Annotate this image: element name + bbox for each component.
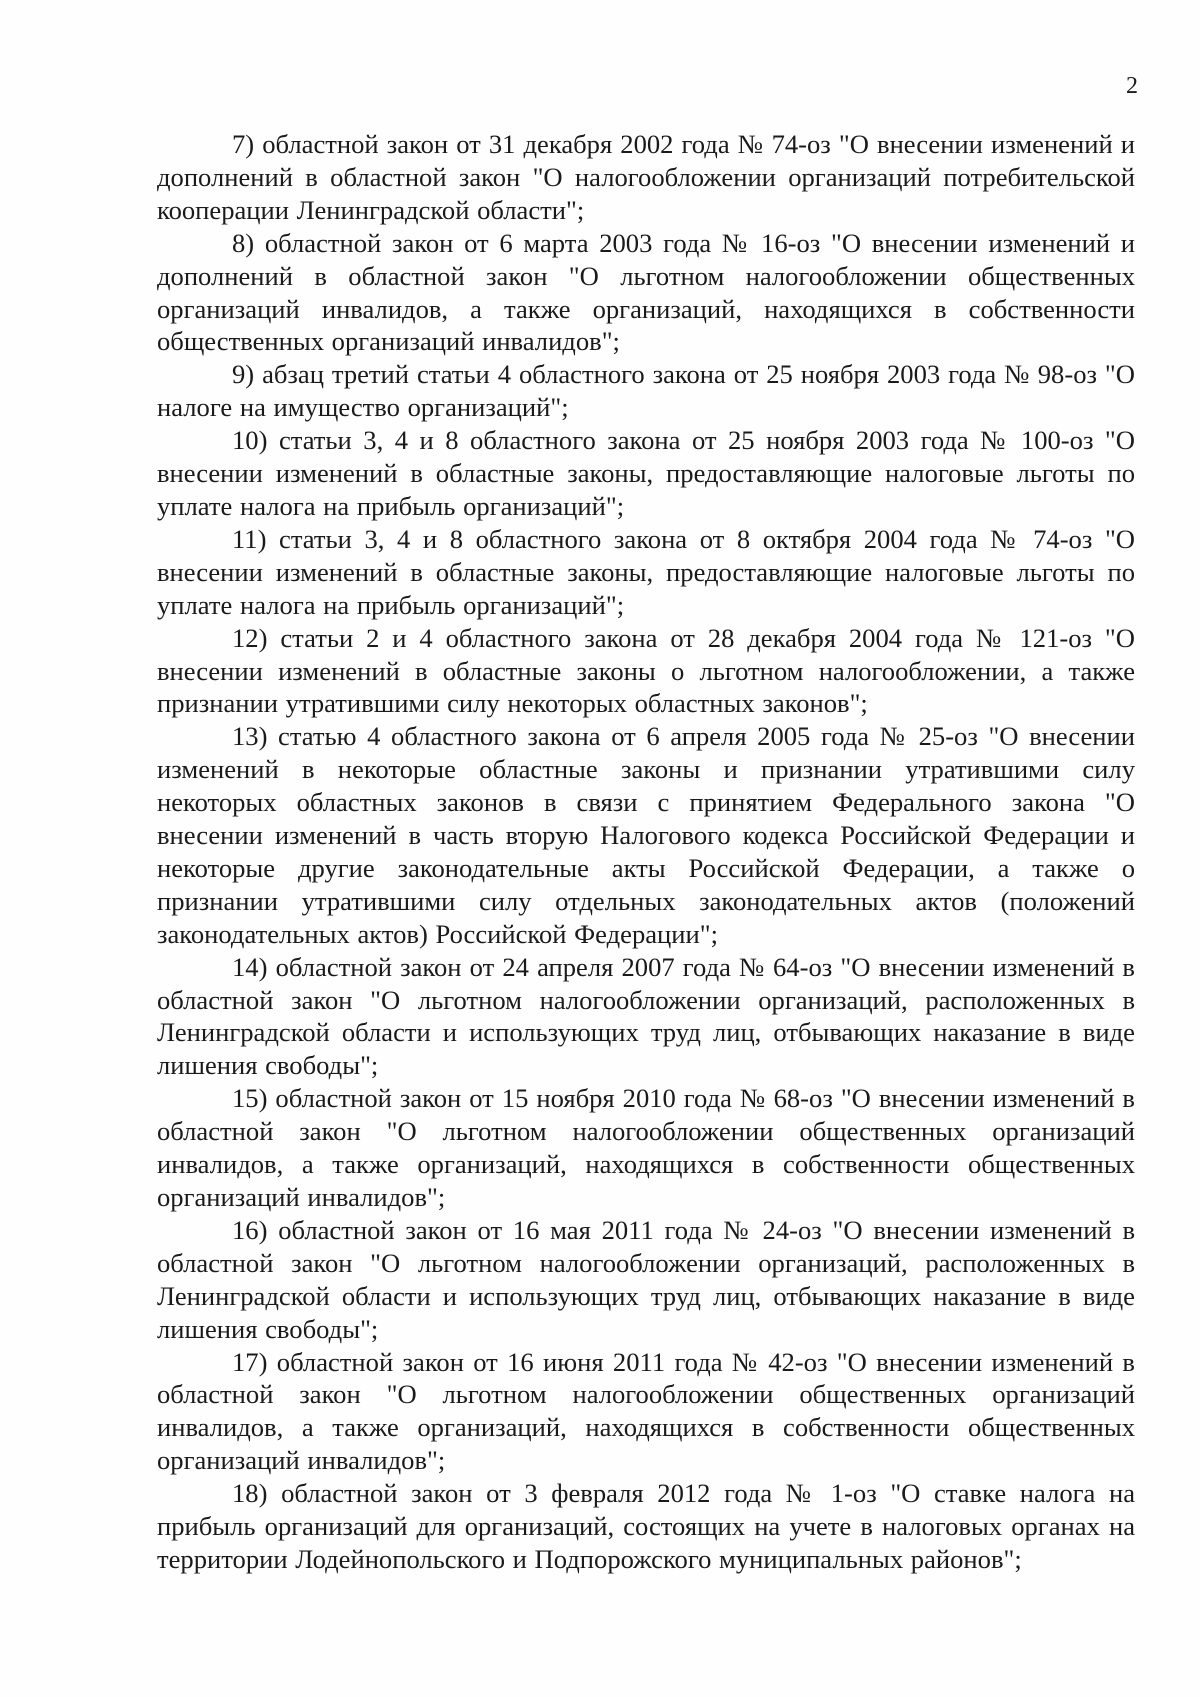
list-item: 16) областной закон от 16 мая 2011 года № 24-оз "О внесении изменений в областной закон "О льготном налогообложении организаций, расположенных в Ленинградской области и использующих труд лиц, отбывающих наказание в виде лишения свободы"; bbox=[157, 1214, 1135, 1344]
list-item: 15) областной закон от 15 ноября 2010 года № 68-оз "О внесении изменений в областной закон "О льготном налогообложении общественных организаций инвалидов, а также организаций, находящихся в собственности общественных организаций инвалидов"; bbox=[157, 1083, 1135, 1212]
list-item: 12) статьи 2 и 4 областного закона от 28 декабря 2004 года № 121-оз "О внесении изменений в областные законы о льготном налогообложении, а также признании утратившими силу некоторых областных законов"; bbox=[157, 622, 1135, 719]
list-item: 13) статью 4 областного закона от 6 апреля 2005 года № 25-оз "О внесении изменений в некоторые областные законы и признании утратившими силу некоторых областных законов в связи с принятием Федерального закона "О внесении изменений в часть вторую Налогового кодекса Российской Федерации и некоторые другие законодательные акты Российской Федерации, а также о признании утратившими силу отдельных законодательных актов (положений законодательных актов) Российской Федерации"; bbox=[157, 721, 1135, 949]
list-item: 7) областной закон от 31 декабря 2002 года № 74-оз "О внесении изменений и дополнений в областной закон "О налогообложении организаций потребительской кооперации Ленинградской области"; bbox=[157, 129, 1135, 225]
list-item: 11) статьи 3, 4 и 8 областного закона от 8 октября 2004 года № 74-оз "О внесении изменений в областные законы, предоставляющие налоговые льготы по уплате налога на прибыль организаций"; bbox=[157, 523, 1135, 620]
list-item: 17) областной закон от 16 июня 2011 года № 42-оз "О внесении изменений в областной закон "О льготном налогообложении общественных организаций инвалидов, а также организаций, находящихся в собственности общественных организаций инвалидов"; bbox=[157, 1346, 1135, 1476]
list-item: 9) абзац третий статьи 4 областного закона от 25 ноября 2003 года № 98-оз "О налоге на имущество организаций"; bbox=[157, 359, 1135, 423]
list-item: 14) областной закон от 24 апреля 2007 года № 64-оз "О внесении изменений в областной закон "О льготном налогообложении организаций, расположенных в Ленинградской области и использующих труд лиц, отбывающих наказание в виде лишения свободы"; bbox=[157, 951, 1135, 1081]
list-item: 10) статьи 3, 4 и 8 областного закона от 25 ноября 2003 года № 100-оз "О внесении изменений в областные законы, предоставляющие налоговые льготы по уплате налога на прибыль организаций"; bbox=[157, 425, 1135, 521]
list-item: 18) областной закон от 3 февраля 2012 года № 1-оз "О ставке налога на прибыль организаций для организаций, состоящих на учете в налоговых органах на территории Лодейнопольского и Подпорожского муниципальных районов"; bbox=[157, 1478, 1135, 1574]
page-number: 2 bbox=[1126, 73, 1138, 99]
list-item: 8) областной закон от 6 марта 2003 года № 16-оз "О внесении изменений и дополнений в областной закон "О льготном налогообложении общественных организаций инвалидов, а также организаций, находящихся в собственности общественных организаций инвалидов"; bbox=[157, 227, 1135, 357]
document-body bbox=[157, 128, 1135, 1576]
